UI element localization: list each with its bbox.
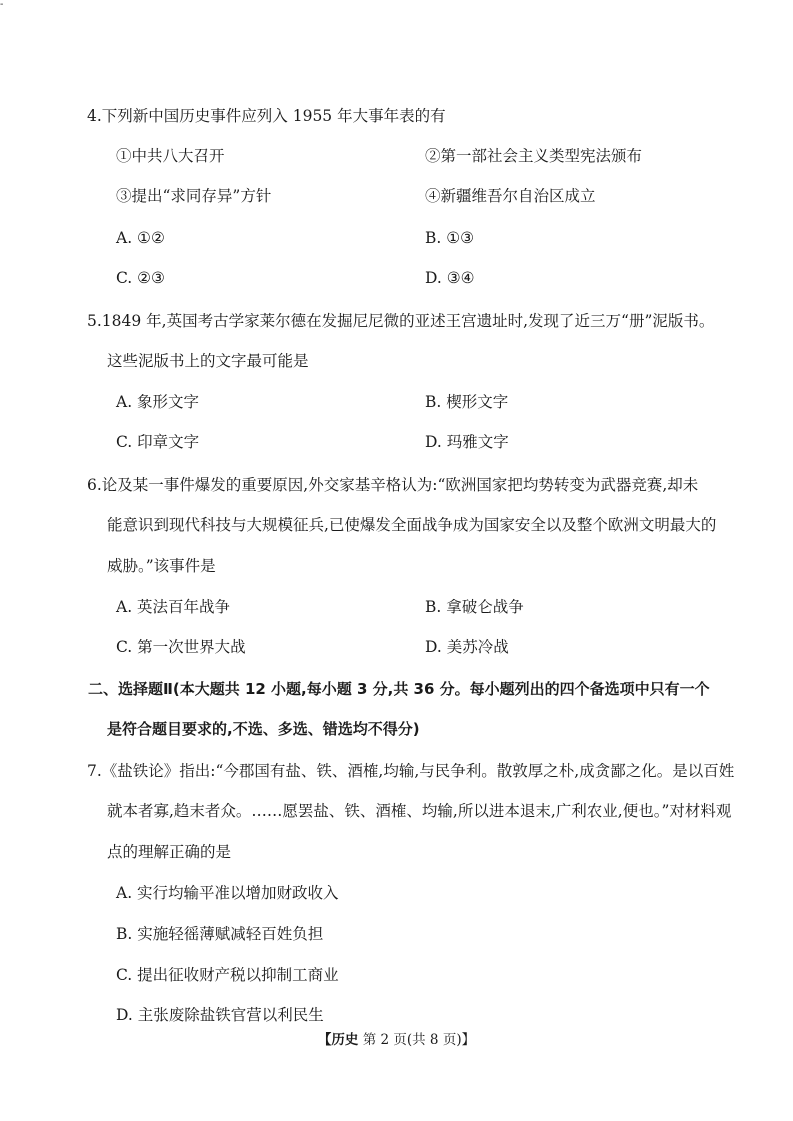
page-footer [0,1031,793,1049]
section-2-heading-line-1: 二、选择题Ⅱ(本大题共 12 小题,每小题 3 分,共 36 分。每小题列出的四个备选项中只有一个 [88,680,710,698]
q6-option-a: A. 英法百年战争 [116,598,231,616]
q4-option-a: A. ①② [116,229,165,247]
q7-stem-line-2: 就本者寡,趋末者众。……愿罢盐、铁、酒榷、均输,所以进本退末,广利农业,便也。”对材料观 [107,802,732,820]
q4-item-2: ②第一部社会主义类型宪法颁布 [425,147,643,165]
q6-option-b: B. 拿破仑战争 [425,598,524,616]
q7-stem-line-3: 点的理解正确的是 [107,843,232,861]
q7-option-c: C. 提出征收财产税以抑制工商业 [116,966,339,984]
q5-option-c: C. 印章文字 [116,433,200,451]
corner-mark: - [0,0,4,10]
q4-item-4: ④新疆维吾尔自治区成立 [425,187,596,205]
q6-option-c: C. 第一次世界大战 [116,638,246,656]
q6-stem-line-2: 能意识到现代科技与大规模征兵,已使爆发全面战争成为国家安全以及整个欧洲文明最大的 [107,516,717,534]
q7-stem-line-1: 7.《盐铁论》指出:“今郡国有盐、铁、酒榷,均输,与民争利。散敦厚之朴,成贪鄙之化。是以百姓 [87,762,735,780]
q7-option-d: D. 主张废除盐铁官营以利民生 [116,1006,324,1024]
q4-option-c: C. ②③ [116,269,165,287]
q5-option-d: D. 玛雅文字 [425,433,509,451]
q4-item-1: ①中共八大召开 [116,147,225,165]
q4-option-b: B. ①③ [425,229,475,247]
q4-item-3: ③提出“求同存异”方针 [116,187,272,205]
q4-stem: 4.下列新中国历史事件应列入 1955 年大事年表的有 [87,107,446,125]
q5-option-a: A. 象形文字 [116,393,200,411]
q6-stem-line-3: 威胁。”该事件是 [107,557,216,575]
q5-stem-line-2: 这些泥版书上的文字最可能是 [107,352,309,370]
section-2-heading-line-2: 是符合题目要求的,不选、多选、错选均不得分) [107,720,420,738]
q6-option-d: D. 美苏冷战 [425,638,509,656]
q5-option-b: B. 楔形文字 [425,393,509,411]
q7-option-b: B. 实施轻徭薄赋减轻百姓负担 [116,925,324,943]
q7-option-a: A. 实行均输平准以增加财政收入 [116,884,339,902]
q4-option-d: D. ③④ [425,269,475,287]
footer-subject: 【历史 [317,1032,359,1048]
footer-page-number: 第 2 页(共 8 页)】 [362,1032,476,1048]
q6-stem-line-1: 6.论及某一事件爆发的重要原因,外交家基辛格认为:“欧洲国家把均势转变为武器竞赛,却未 [87,476,699,494]
q5-stem-line-1: 5.1849 年,英国考古学家莱尔德在发掘尼尼微的亚述王宫遗址时,发现了近三万“册”泥版书。 [87,312,715,330]
